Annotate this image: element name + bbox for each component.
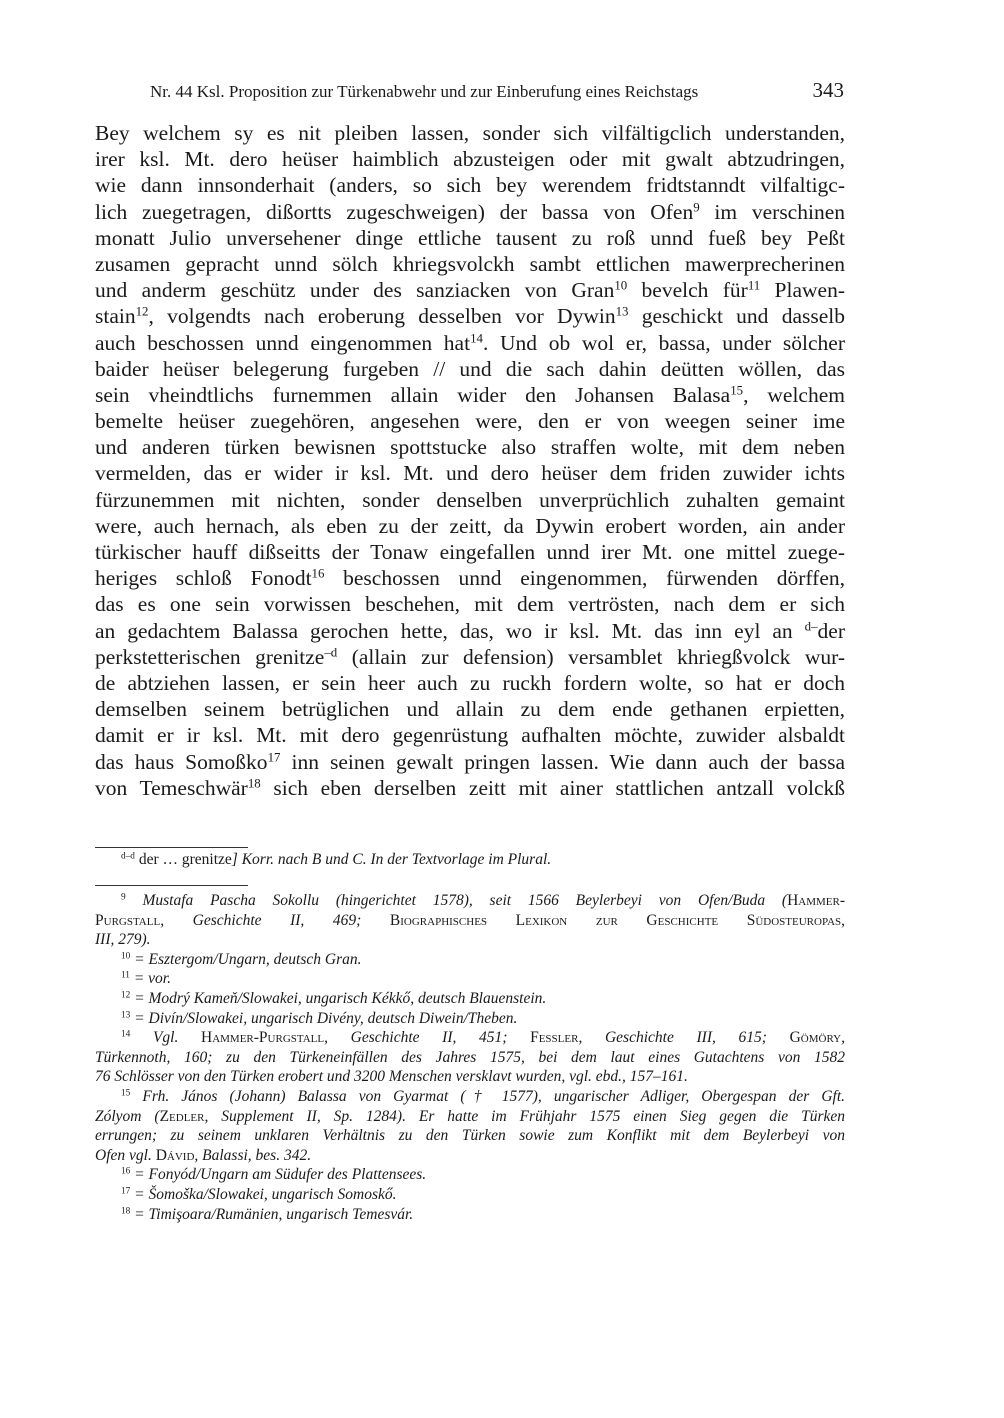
text-line: auch beschossen unnd eingenommen hat$^{14}$. Und ob wol er, bassa, under sölcher — [95, 330, 845, 355]
footnote-ref: 15 — [730, 383, 744, 398]
footnote-9-cont: III, 279). — [95, 931, 151, 949]
footnote-14: $^{14}$ Vgl. Hammer-Purgstall, Geschichte II, 451; Fessler, Geschichte III, 615; Gömöry, — [121, 1029, 845, 1047]
text-line: sein vheindtlichs furnemmen allain wider den Johansen Balasa$^{15}$, welchem — [95, 382, 845, 407]
running-title: Nr. 44 Ksl. Proposition zur Türkenabwehr und zur Einberufung eines Reichstags — [150, 82, 699, 101]
text-line: demselben seinem betrüglichen und allain zu dem ende gethanen erpietten, — [95, 697, 845, 722]
text-line: de abtziehen lassen, er sein heer auch zu ruckh fordern wolte, so hat er doch — [95, 670, 845, 695]
text-line: baider heüser belegerung furgeben // und die sach dahin deütten wöllen, das — [95, 356, 845, 381]
footnote-ref: 18 — [247, 775, 261, 790]
text-line: wie dann innsonderhait (anders, so sich bey werendem fridtstanndt vilfaltigc- — [95, 173, 845, 198]
text-apparatus — [95, 850, 845, 870]
footnote-ref: 16 — [311, 566, 325, 581]
text-line: stain$^{12}$, volgendts nach eroberung desselben vor Dywin$^{13}$ geschickt und dasselb — [95, 304, 845, 329]
footnote-rule — [95, 885, 248, 886]
apparatus-entry: $^{d-d}$ der … grenitze] Korr. nach B und C. In der Textvorlage im Plural. — [121, 851, 552, 868]
footnote-ref: 11 — [747, 278, 761, 293]
text-line: das haus Somoßko$^{17}$ inn seinen gewalt pringen lassen. Wie dann auch der bassa — [95, 749, 845, 774]
footnote-15: $^{15}$ Frh. János (Johann) Balassa von Gyarmat († 1577), ungarischer Adliger, Obergespan der Gft. — [121, 1087, 845, 1105]
footnote-12: $^{12}$ = Modrý Kameň/Slowakei, ungarisch Kékkő, deutsch Blauenstein. — [121, 989, 547, 1007]
footnote-ref: 14 — [470, 330, 483, 345]
footnote-14-cont: 76 Schlösser von den Türken erobert und 3200 Menschen versklavt wurden, vgl. ebd., 157–161. — [95, 1068, 688, 1086]
footnote-ref: 10 — [614, 278, 628, 293]
text-line: damit er ir ksl. Mt. mit dero gegenrüstung aufhalten möchte, zuwider alsbaldt — [95, 723, 845, 748]
text-line: vermelden, das er wider ir ksl. Mt. und dero heüser dem friden zuwider ichts — [95, 461, 845, 486]
footnote-9: $^9$ Mustafa Pascha Sokollu (hingerichtet 1578), seit 1566 Beylerbeyi von Ofen/Buda (Hammer- — [121, 892, 845, 909]
footnote-ref: 17 — [267, 749, 281, 764]
apparatus-rule — [95, 847, 248, 848]
text-line: monatt Julio unversehener dinge ettliche tausent zu roß unnd fueß bey Peßt — [95, 225, 845, 250]
text-line: were, auch hernach, als eben zu der zeitt, da Dywin erobert worden, ain ander — [95, 513, 845, 538]
apparatus-mark: –d — [324, 645, 338, 660]
text-line: irer ksl. Mt. dero heüser haimblich abzusteigen oder mit gwalt abtzudringen, — [95, 147, 845, 172]
footnote-ref: 9 — [693, 199, 700, 214]
text-line: türkischer hauff dißseitts der Tonaw eingefallen unnd irer Mt. one mittel zuege- — [95, 540, 845, 564]
text-line: an gedachtem Balassa gerochen hette, das, wo ir ksl. Mt. das inn eyl an $^{d-}$der — [95, 618, 845, 643]
text-line: und anderm geschütz under des sanziacken von Gran$^{10}$ bevelch für$^{11}$ Plawen- — [95, 278, 845, 303]
footnote-14-cont: Türkennoth, 160; zu den Türkeneinfällen des Jahres 1575, bei dem laut eines Gutachtens von 1582 — [95, 1048, 845, 1066]
footnote-10: $^{10}$ = Esztergom/Ungarn, deutsch Gran. — [121, 950, 362, 968]
text-line: perkstetterischen grenitze$^{-d}$ (allain zur defension) versamblet khriegßvolck wur- — [95, 644, 845, 669]
text-line: lich zuegetragen, dißortts zugeschweigen) der bassa von Ofen$^9$ im verschinen — [95, 199, 845, 224]
footnote-9-cont: Purgstall, Geschichte II, 469; Biographisches Lexikon zur Geschichte Südosteuropas, — [95, 911, 845, 929]
footnote-18: $^{18}$ = Timişoara/Rumänien, ungarisch Temesvár. — [121, 1205, 414, 1223]
text-line: heriges schloß Fonodt$^{16}$ beschossen unnd eingenommen, fürwenden dörffen, — [95, 566, 845, 591]
footnote-15-cont: Ofen vgl. Dávid, Balassi, bes. 342. — [95, 1146, 312, 1164]
footnote-15-cont: errungen; zu seinem unklaren Verhältnis zu den Türken sowie zum Konflikt mit dem Beylerbeyi von — [95, 1127, 845, 1145]
page-number: 343 — [812, 78, 844, 102]
apparatus-mark: d– — [804, 618, 818, 633]
footnote-ref: 12 — [135, 304, 149, 319]
text-line: fürzunemmen mit nichten, sonder denselben unverprüchlich zuhalten gemaint — [95, 487, 845, 512]
text-line: das es one sein vorwissen beschehen, mit dem vertrösten, nach dem er sich — [95, 592, 845, 617]
text-line: zusamen gepracht unnd sölch khriegsvolckh sambt ettlichen mawerprecherinen — [95, 251, 845, 276]
main-text — [95, 120, 845, 801]
footnote-17: $^{17}$ = Šomoška/Slowakei, ungarisch Somoskő. — [121, 1185, 397, 1203]
footnote-13: $^{13}$ = Divín/Slowakei, ungarisch Divény, deutsch Diwein/Theben. — [121, 1009, 518, 1027]
text-line: Bey welchem sy es nit pleiben lassen, sonder sich vilfältigclich understanden, — [95, 121, 845, 145]
footnotes — [95, 891, 845, 1224]
footnote-ref: 13 — [615, 304, 629, 319]
text-line: und anderen türken bewisnen spottstucke also straffen wolte, mit dem neben — [95, 435, 845, 460]
footnote-16: $^{16}$ = Fonyód/Ungarn am Südufer des Plattensees. — [121, 1166, 427, 1184]
footnote-15-cont: Zólyom (Zedler, Supplement II, Sp. 1284). Er hatte im Frühjahr 1575 einen Sieg gegen die Türken — [95, 1107, 845, 1125]
text-line: bemelte heüser zuegehören, angesehen were, den er von weegen seiner ime — [95, 409, 845, 434]
running-header — [150, 80, 850, 106]
footnote-11: $^{11}$ = vor. — [121, 970, 171, 988]
text-line: von Temeschwär$^{18}$ sich eben derselben zeitt mit ainer stattlichen antzall volckß — [95, 775, 845, 800]
